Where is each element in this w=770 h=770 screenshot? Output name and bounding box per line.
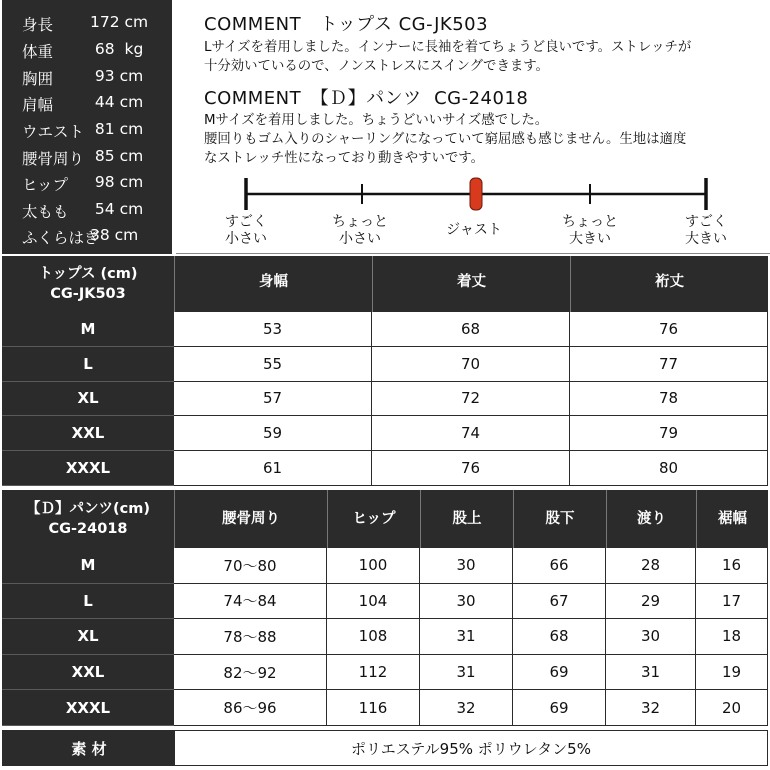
model-measurements-panel	[2, 0, 172, 254]
table-cell: 68	[513, 619, 606, 655]
table-row	[2, 347, 768, 382]
table-cell: 31	[420, 655, 513, 691]
measurement-label: 身長	[22, 16, 54, 34]
table-cell: 30	[606, 619, 696, 655]
size-label: M	[2, 548, 174, 584]
measurement-label: ヒップ	[22, 176, 69, 194]
column-header: 裾幅	[718, 511, 747, 527]
table-cell: 70	[372, 347, 570, 382]
measurement-row-waist	[2, 115, 172, 141]
measurement-label: 体重	[22, 43, 54, 61]
column-header: 裄丈	[655, 274, 684, 290]
column-header: 身幅	[259, 274, 288, 290]
table-row	[2, 619, 768, 655]
table-cell: 116	[327, 690, 420, 726]
table-cell: 32	[606, 690, 696, 726]
column-header: ヒップ	[352, 511, 396, 527]
comment-heading-pants: COMMENT 【Ｄ】パンツ CG-24018	[204, 88, 529, 109]
fit-label-just	[429, 222, 519, 239]
table-cell: 59	[174, 416, 372, 451]
fit-label-line: すごく	[225, 214, 267, 230]
size-label: M	[2, 312, 174, 347]
measurement-row-shoulder	[2, 88, 172, 114]
fit-label-line: ジャスト	[446, 222, 502, 238]
pants-table-header	[2, 490, 768, 548]
column-header: 股上	[452, 511, 482, 527]
table-cell: 77	[570, 347, 768, 382]
fit-label-line: ちょっと	[332, 214, 388, 230]
size-label: XL	[2, 382, 174, 417]
fit-label-line: 大きい	[569, 231, 611, 247]
measurement-label: 太もも	[22, 203, 69, 221]
table-cell: 78	[570, 382, 768, 417]
size-label: XXL	[2, 655, 174, 691]
table-cell: 66	[513, 548, 606, 584]
size-label: XL	[2, 619, 174, 655]
table-title-line: CG-24018	[48, 521, 128, 537]
column-header: 腰骨周り	[222, 511, 280, 527]
comment-text-line: Mサイズを着用しました。ちょうどいいサイズ感でした。	[204, 113, 549, 128]
table-cell: 100	[327, 548, 420, 584]
fit-label-slightly-large	[545, 214, 635, 248]
fit-label-line: すごく	[685, 214, 727, 230]
measurement-label: 肩幅	[22, 96, 54, 114]
table-title-line: 【Ｄ】パンツ(cm)	[26, 501, 150, 517]
table-cell: 108	[327, 619, 420, 655]
fit-scale	[176, 170, 770, 254]
size-label: L	[2, 584, 174, 620]
comment-text-line: 腰回りもゴム入りのシャーリングになっていて窮屈感も感じません。生地は適度	[204, 132, 687, 147]
table-cell: 82～92	[174, 655, 327, 691]
column-header: 着丈	[457, 274, 486, 290]
fit-label-very-small	[201, 214, 291, 248]
comment-heading-tops: COMMENT トップス CG-JK503	[204, 14, 489, 35]
table-cell: 17	[696, 584, 768, 620]
measurement-row-hip	[2, 168, 172, 194]
column-header: 股下	[545, 511, 575, 527]
measurement-label: ふくらはぎ	[22, 229, 100, 247]
fit-label-line: 大きい	[685, 231, 727, 247]
material-row	[2, 730, 768, 766]
table-cell: 80	[570, 451, 768, 486]
measurement-row-thigh	[2, 195, 172, 221]
measurement-row-weight	[2, 35, 172, 61]
measurement-value: 93 cm	[90, 67, 144, 85]
table-row	[2, 584, 768, 620]
table-cell: 78～88	[174, 619, 327, 655]
material-value: ポリエステル95% ポリウレタン5%	[351, 739, 591, 758]
pants-size-table	[2, 490, 768, 726]
pants-table-body	[2, 548, 768, 726]
fit-label-slightly-small	[315, 214, 405, 248]
model-info-section	[0, 0, 770, 254]
measurement-row-calf	[2, 221, 172, 247]
comment-text-line: なストレッチ性になっており動きやすいです。	[204, 151, 484, 166]
table-cell: 16	[696, 548, 768, 584]
material-label: 素 材	[3, 731, 175, 765]
size-label: XXXL	[2, 451, 174, 486]
measurement-label: 胸囲	[22, 70, 54, 88]
fit-label-very-large	[661, 214, 751, 248]
table-row	[2, 416, 768, 451]
tops-table-header	[2, 256, 768, 312]
size-label: XXL	[2, 416, 174, 451]
measurement-value: 98 cm	[90, 173, 144, 191]
measurement-label: 腰骨周り	[22, 150, 85, 168]
measurement-value: 38 cm	[90, 226, 139, 244]
measurement-value: 68 kg	[90, 40, 144, 58]
table-cell: 74～84	[174, 584, 327, 620]
table-row	[2, 655, 768, 691]
measurement-value: 81 cm	[90, 120, 144, 138]
table-cell: 29	[606, 584, 696, 620]
table-title-line: トップス (cm)	[38, 266, 138, 282]
pants-table-title	[2, 490, 174, 548]
table-cell: 28	[606, 548, 696, 584]
table-cell: 69	[513, 655, 606, 691]
measurement-value: 85 cm	[90, 147, 144, 165]
comment-panel	[176, 0, 770, 254]
table-cell: 32	[420, 690, 513, 726]
table-cell: 31	[606, 655, 696, 691]
table-cell: 53	[174, 312, 372, 347]
table-cell: 112	[327, 655, 420, 691]
table-cell: 67	[513, 584, 606, 620]
table-cell: 104	[327, 584, 420, 620]
size-label: L	[2, 347, 174, 382]
table-cell: 55	[174, 347, 372, 382]
table-cell: 20	[696, 690, 768, 726]
table-cell: 61	[174, 451, 372, 486]
tops-size-table	[2, 256, 768, 486]
table-cell: 68	[372, 312, 570, 347]
table-cell: 79	[570, 416, 768, 451]
fit-label-line: 小さい	[339, 231, 381, 247]
fit-label-line: ちょっと	[562, 214, 618, 230]
table-row	[2, 382, 768, 417]
comment-text-line: Lサイズを着用しました。インナーに長袖を着てちょうど良いです。ストレッチが	[204, 40, 692, 55]
tops-table-body	[2, 312, 768, 486]
measurement-value: 54 cm	[90, 200, 144, 218]
table-cell: 76	[570, 312, 768, 347]
table-row	[2, 690, 768, 726]
table-title-line: CG-JK503	[50, 286, 126, 302]
table-cell: 31	[420, 619, 513, 655]
measurement-value: 44 cm	[90, 93, 144, 111]
column-header: 渡り	[637, 511, 666, 527]
size-label: XXXL	[2, 690, 174, 726]
table-row	[2, 312, 768, 347]
tops-table-title	[2, 256, 174, 312]
measurement-value: 172 cm	[90, 13, 149, 31]
table-row	[2, 548, 768, 584]
table-cell: 76	[372, 451, 570, 486]
fit-label-line: 小さい	[225, 231, 267, 247]
table-row	[2, 451, 768, 486]
comment-text-line: 十分効いているので、ノンストレスにスイングできます。	[204, 59, 549, 74]
measurement-row-chest	[2, 62, 172, 88]
fit-marker	[470, 178, 482, 210]
fit-scale-bar	[176, 172, 770, 216]
measurement-row-hip-bone	[2, 142, 172, 168]
table-cell: 69	[513, 690, 606, 726]
table-cell: 74	[372, 416, 570, 451]
table-cell: 86～96	[174, 690, 327, 726]
table-cell: 19	[696, 655, 768, 691]
measurement-row-height	[2, 8, 172, 34]
table-cell: 72	[372, 382, 570, 417]
table-cell: 57	[174, 382, 372, 417]
table-cell: 30	[420, 584, 513, 620]
table-cell: 70～80	[174, 548, 327, 584]
table-cell: 30	[420, 548, 513, 584]
measurement-label: ウエスト	[22, 123, 85, 141]
table-cell: 18	[696, 619, 768, 655]
